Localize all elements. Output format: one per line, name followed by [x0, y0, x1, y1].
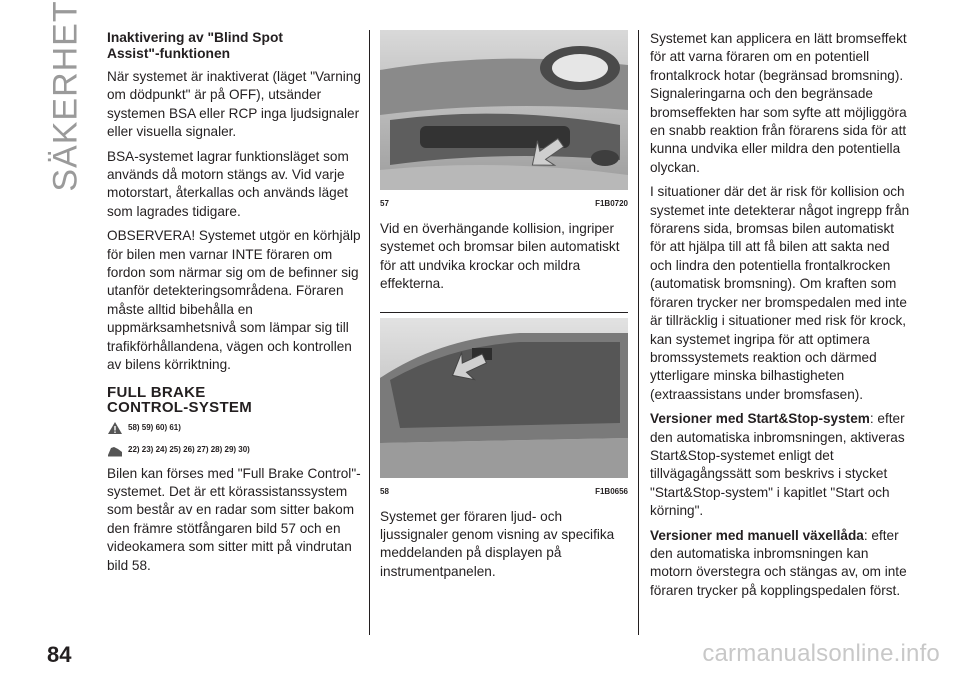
caution-references: 22) 23) 24) 25) 26) 27) 28) 29) 30): [128, 445, 250, 454]
paragraph: OBSERVERA! Systemet utgör en körhjälp för bilen men varnar INTE föraren om fordon som närmar sig om de befinner sig utanför detekteringsområdena. Föraren måste alltid bibehålla en uppmärksamhetsnivå som lämpar sig till trafikförhållandena, vägen och kontrollen av bilens körriktning.: [107, 228, 361, 373]
paragraph: BSA-systemet lagrar funktionsläget som används då motorn stängs av. Vid varje motorstart, återkallas och används läget som lagrades tidigare.: [107, 148, 349, 219]
windshield-camera-image: [380, 318, 628, 478]
figure-58: [380, 318, 628, 496]
column-1: [107, 30, 363, 581]
paragraph: Bilen kan förses med "Full Brake Control"-systemet. Det är ett körassistanssystem som består av en radar som sitter bakom den främre stötfångaren bild 57 och en videokamera som sitter mitt på vindrutan bild 58.: [107, 465, 361, 573]
figure-57: [380, 30, 628, 208]
column-2: [380, 30, 628, 587]
figure-57-caption: 57 F1B0720: [380, 199, 628, 208]
paragraph: Versioner med Start&Stop-system: efter den automatiska inbromsningen, aktiveras Start&Stop-systemet enligt det tillvägagångssätt som beskrivs i stycket "Start&Stop-system" i kapitlet "Start och körning".: [650, 411, 905, 519]
chapter-label-text: SÄKERHET: [46, 0, 85, 192]
car-front-bumper-image: [380, 30, 628, 190]
paragraph: När systemet är inaktiverat (läget "Varning om dödpunkt" är på OFF), utsänder systemen BSA eller RCP inga ljudsignaler eller visuella signaler.: [107, 69, 361, 140]
column-divider-2: [638, 30, 639, 635]
chapter-label: [36, 0, 96, 192]
warning-triangle-icon: [107, 421, 123, 435]
warning-reference-line: [107, 421, 363, 435]
page-number: 84: [47, 642, 72, 667]
paragraph: Vid en överhängande kollision, ingriper systemet och bromsar bilen automatiskt för att undvika krockar och mildra effekterna.: [380, 221, 620, 292]
column-3: [650, 30, 910, 606]
paragraph: Systemet ger föraren ljud- och ljussignaler genom visning av specifika meddelanden på displayen på instrumentpanelen.: [380, 508, 615, 579]
paragraph: Versioner med manuell växellåda: efter den automatiska inbromsningen kan motorn överstegra och stängas av, om inte föraren trycker på kopplingspedalen först.: [650, 527, 907, 598]
subheading-inactivation: Inaktivering av "Blind Spot Assist"-funktionen: [107, 30, 283, 61]
warning-references: 58) 59) 60) 61): [128, 423, 181, 432]
figure-58-caption: 58 F1B0656: [380, 486, 628, 496]
paragraph: Systemet kan applicera en lätt bromseffekt för att varna föraren om en potentiell frontalkrock hotar (begränsad bromsning). Signaleringarna och den begränsade bromseffekten har som syfte att möjliggöra en snabb reaktion från förarens sida för att kunna undvika eller mildra den potentiella olyckan.: [650, 31, 907, 175]
paragraph: I situationer där det är risk för kollision och systemet inte detekterar något ingrepp från förarens sida, bromsas bilen automatiskt för att hjälpa till att få bilen att sakta ned och lindra den potentiella frontalkrocken (automatisk bromsning). Om kraften som föraren trycker ner bromspedalen med inte är tillräcklig i situationer med risk för krock, kan systemet ingripa för att optimera bromssystemets reaktion och därmed ytterligare minska bilhastigheten (extraassistans under bromsfasen).: [650, 184, 910, 402]
caution-reference-line: [107, 443, 363, 457]
column-divider-1: [369, 30, 370, 635]
side-tab: [0, 0, 100, 678]
watermark: carmanualsonline.info: [702, 640, 940, 667]
caution-hand-icon: [107, 443, 123, 457]
section-heading: FULL BRAKE CONTROL-SYSTEM: [107, 383, 253, 416]
